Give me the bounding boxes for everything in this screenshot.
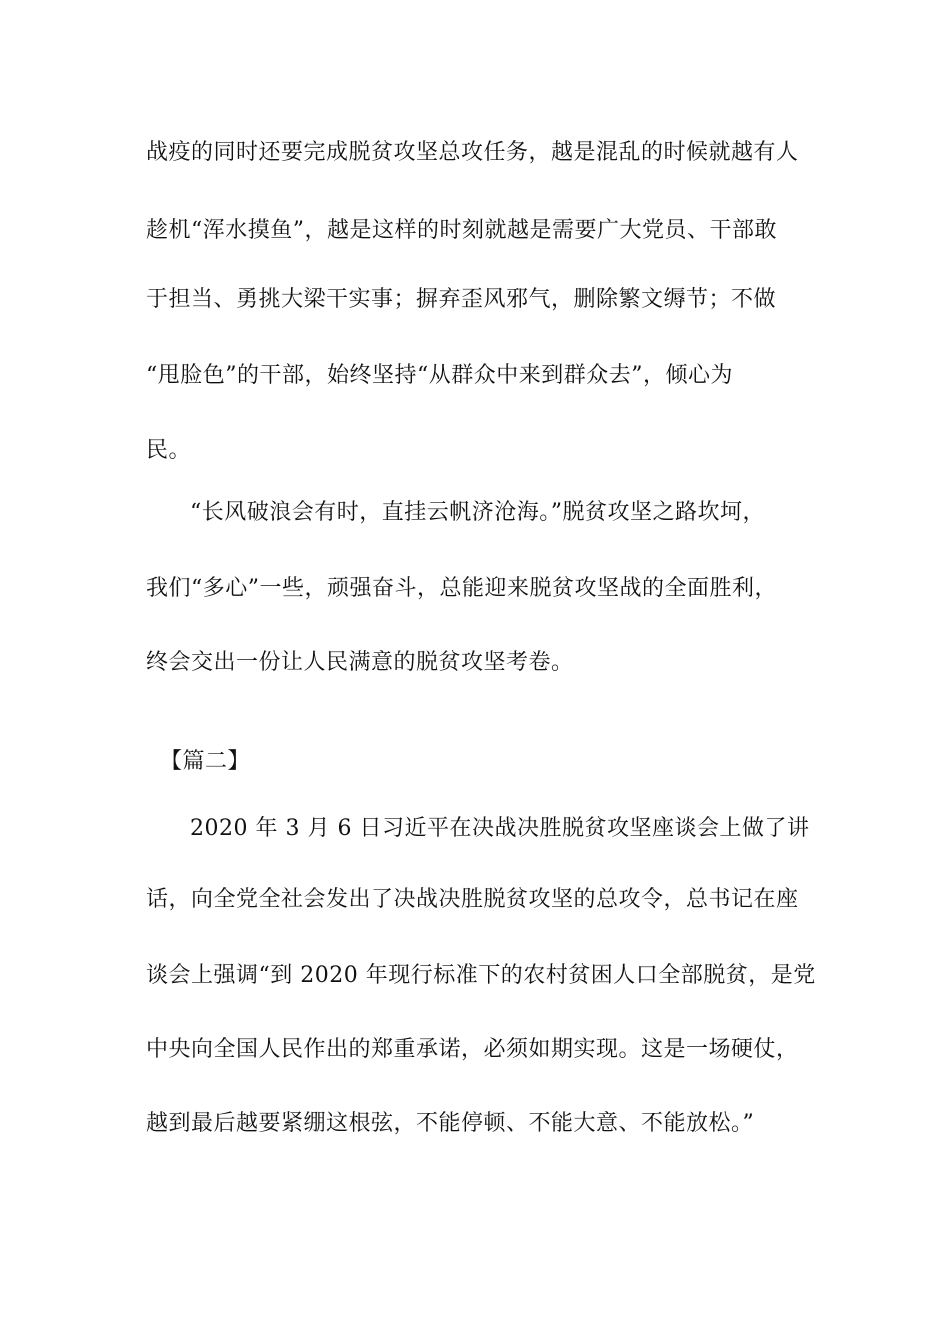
paragraph-line: 中央向全国人民作出的郑重承诺，必须如期实现。这是一场硬仗， bbox=[146, 1037, 799, 1062]
paragraph-line: 谈会上强调“到 2020 年现行标准下的农村贫困人口全部脱贫，是党 bbox=[146, 963, 816, 988]
paragraph-line: 2020 年 3 月 6 日习近平在决战决胜脱贫攻坚座谈会上做了讲 bbox=[190, 816, 810, 841]
section-heading: 【篇二】 bbox=[160, 749, 251, 774]
paragraph-line: “长风破浪会有时，直挂云帆济沧海。”脱贫攻坚之路坎坷， bbox=[190, 500, 765, 525]
paragraph-line: 趁机“浑水摸鱼”，越是这样的时刻就越是需要广大党员、干部敢 bbox=[146, 218, 777, 243]
paragraph-line: 民。 bbox=[146, 438, 192, 463]
paragraph-line: 战疫的同时还要完成脱贫攻坚总攻任务，越是混乱的时候就越有人 bbox=[146, 140, 799, 165]
paragraph-line: “甩脸色”的干部，始终坚持“从群众中来到群众去”，倾心为 bbox=[146, 363, 733, 388]
paragraph-line: 终会交出一份让人民满意的脱贫攻坚考卷。 bbox=[146, 650, 574, 675]
paragraph-line: 越到最后越要紧绷这根弦，不能停顿、不能大意、不能放松。” bbox=[146, 1111, 755, 1136]
paragraph-line: 我们“多心”一些，顽强奋斗，总能迎来脱贫攻坚战的全面胜利， bbox=[146, 576, 777, 601]
paragraph-line: 话，向全党全社会发出了决战决胜脱贫攻坚的总攻令，总书记在座 bbox=[146, 887, 799, 912]
paragraph-line: 于担当、勇挑大梁干实事；摒弃歪风邪气，删除繁文缛节；不做 bbox=[146, 287, 777, 312]
